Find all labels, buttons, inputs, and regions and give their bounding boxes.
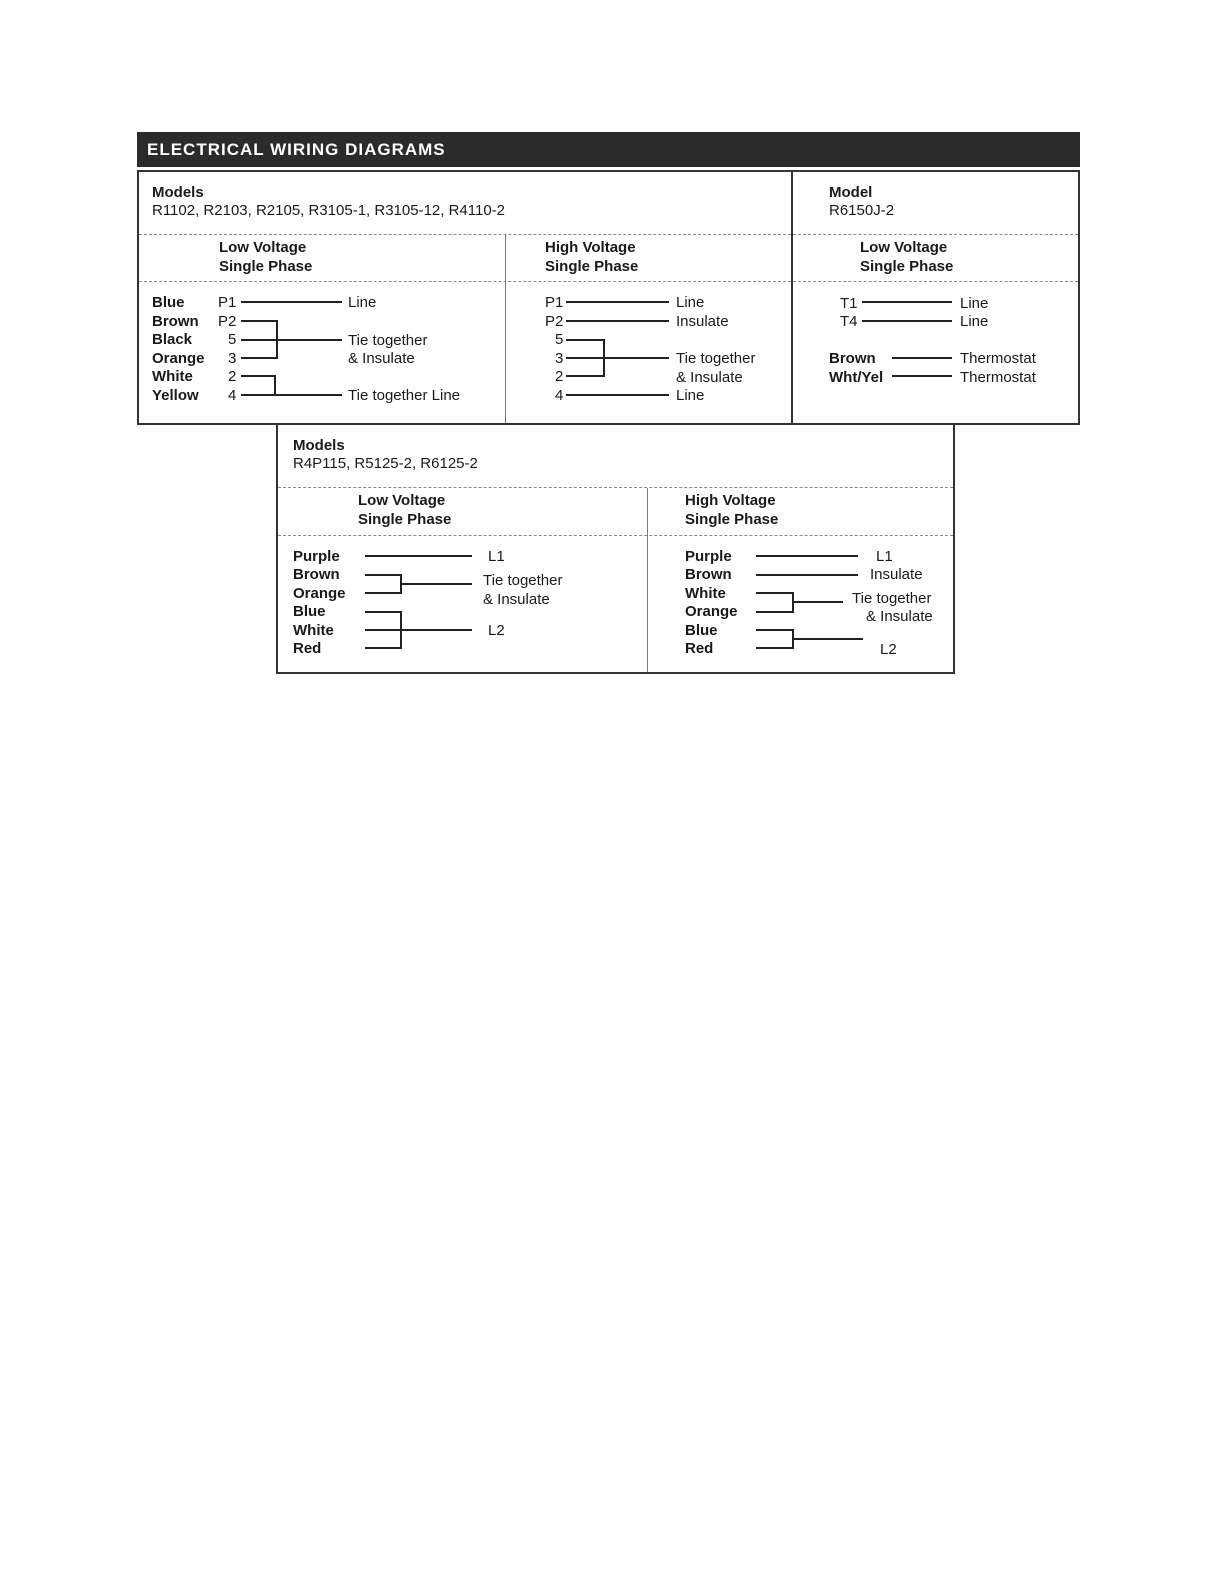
terminal: P2 (545, 313, 564, 330)
wire-color: Purple (685, 548, 732, 565)
models-list: R1102, R2103, R2105, R3105-1, R3105-12, R4110-2 (152, 202, 506, 219)
connection-label: Thermostat (960, 369, 1036, 386)
wire-bracket (365, 575, 401, 593)
terminal: 2 (228, 368, 237, 385)
wire-color: White (152, 368, 193, 385)
connection-label: Line (676, 387, 705, 404)
connection-label: Line (676, 294, 705, 311)
wire-color: Blue (685, 622, 718, 639)
wire-color: Brown (829, 350, 876, 367)
wire-color: Purple (293, 548, 340, 565)
connection-label: Insulate (676, 313, 729, 330)
wire-color: Red (293, 640, 322, 657)
section-header: ELECTRICAL WIRING DIAGRAMS (137, 132, 1080, 167)
terminal: 5 (228, 331, 237, 348)
terminal: 3 (555, 350, 564, 367)
terminal: T4 (840, 313, 858, 330)
terminal: T1 (840, 295, 858, 312)
connection-label: & Insulate (676, 369, 743, 386)
section-heading: Low Voltage (860, 239, 948, 256)
connection-label: Insulate (870, 566, 923, 583)
connection-label: Thermostat (960, 350, 1036, 367)
wire-color: Orange (293, 585, 346, 602)
connection-label: Line (960, 313, 989, 330)
section-heading: Single Phase (685, 511, 779, 528)
wire-color: White (293, 622, 334, 639)
wire-color: Yellow (152, 387, 199, 404)
terminal: 2 (555, 368, 564, 385)
connection-label: L2 (880, 641, 897, 658)
terminal: P1 (218, 294, 237, 311)
connection-label: Tie together (852, 590, 932, 607)
wire-color: Black (152, 331, 193, 348)
connection-label: Tie together Line (348, 387, 461, 404)
wire-bracket (241, 376, 275, 395)
models-label: Models (152, 184, 204, 201)
wire-color: Blue (293, 603, 326, 620)
section-heading: Single Phase (545, 258, 639, 275)
model-label: Model (829, 184, 873, 201)
connection-label: L1 (876, 548, 893, 565)
connection-label: & Insulate (866, 608, 933, 625)
connection-label: & Insulate (483, 591, 550, 608)
connection-label: Tie together (676, 350, 756, 367)
connection-label: Line (348, 294, 377, 311)
wire-color: Blue (152, 294, 185, 311)
terminal: 3 (228, 350, 237, 367)
wire-color: Orange (685, 603, 738, 620)
section-heading: High Voltage (545, 239, 636, 256)
model-number: R6150J-2 (829, 202, 895, 219)
wire-color: Red (685, 640, 714, 657)
wire-color: Brown (293, 566, 340, 583)
terminal: P2 (218, 313, 237, 330)
wire-bracket (756, 630, 793, 648)
terminal: 5 (555, 331, 564, 348)
connection-label: L1 (488, 548, 505, 565)
section-heading: Low Voltage (358, 492, 446, 509)
connection-label: Line (960, 295, 989, 312)
wire-color: Brown (152, 313, 199, 330)
section-heading: Single Phase (860, 258, 954, 275)
section-heading: Single Phase (358, 511, 452, 528)
wire-color: Brown (685, 566, 732, 583)
section-heading: High Voltage (685, 492, 776, 509)
wire-color: Orange (152, 350, 205, 367)
wire-color: Wht/Yel (829, 369, 884, 386)
connection-label: & Insulate (348, 350, 415, 367)
models-label: Models (293, 437, 345, 454)
section-heading: Single Phase (219, 258, 313, 275)
terminal: 4 (555, 387, 564, 404)
models-list: R4P115, R5125-2, R6125-2 (293, 455, 478, 472)
connection-label: L2 (488, 622, 505, 639)
terminal: P1 (545, 294, 564, 311)
wire-bracket (756, 593, 793, 612)
connection-label: Tie together (348, 332, 428, 349)
section-heading: Low Voltage (219, 239, 307, 256)
connection-label: Tie together (483, 572, 563, 589)
wire-color: White (685, 585, 726, 602)
terminal: 4 (228, 387, 237, 404)
